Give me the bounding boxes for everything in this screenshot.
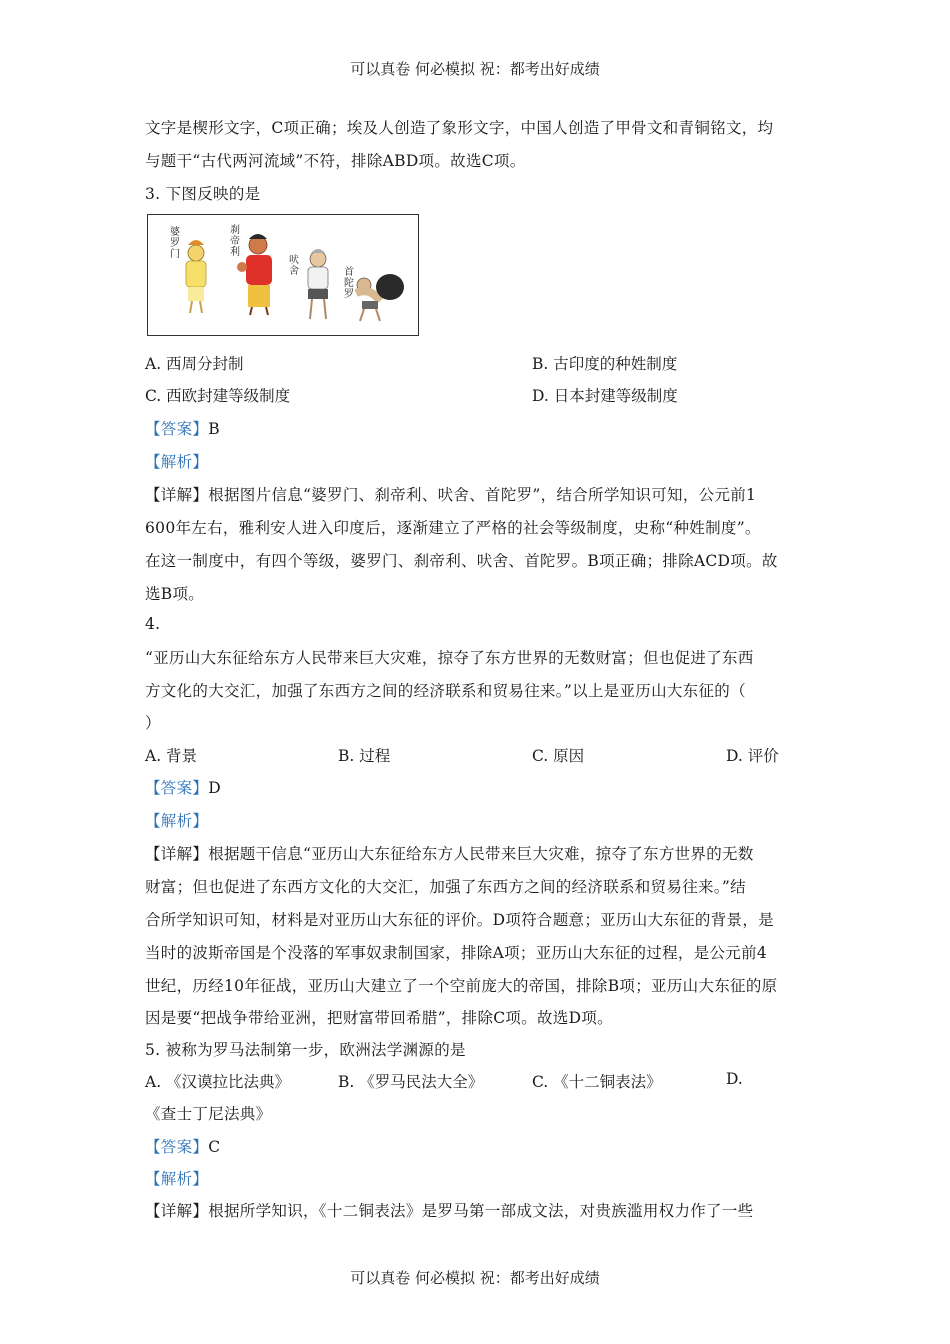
answer-value: D [208, 779, 221, 797]
q4-option-c: C. 原因 [532, 747, 585, 765]
q5-option-d: D. [726, 1070, 743, 1088]
q3-option-a: A. 西周分封制 [145, 355, 244, 373]
q4-answer [145, 776, 221, 798]
q5-option-b: B. 《罗马民法大全》 [338, 1073, 484, 1091]
answer-label: 【答案】 [145, 1138, 209, 1156]
text-line: “亚历山大东征给东方人民带来巨大灾难，掠夺了东方世界的无数财富；但也促进了东西 [145, 649, 754, 667]
q3-answer [145, 417, 220, 439]
caste-figure [147, 214, 419, 336]
answer-value: C [208, 1138, 221, 1156]
q5-option-d-text: 《查士丁尼法典》 [145, 1105, 272, 1123]
brahmin-figure [186, 240, 206, 313]
text-line: 与题干“古代两河流域”不符，排除ABD项。故选C项。 [145, 152, 526, 170]
q5-answer [145, 1135, 220, 1157]
label-shudra: 首陀罗 [344, 267, 354, 300]
text-line: 财富；但也促进了东西方文化的大交汇，加强了东西方之间的经济联系和贸易往来。”结 [145, 878, 746, 896]
caste-illustration [148, 215, 418, 335]
q4-detail [145, 842, 754, 864]
q3-analysis-label: 【解析】 [145, 453, 209, 471]
question-5: 5. 被称为罗马法制第一步，欧洲法学渊源的是 [145, 1041, 466, 1059]
detail-text: 根据图片信息“婆罗门、刹帝利、吠舍、首陀罗”，结合所学知识可知，公元前1 [208, 486, 757, 504]
page-footer: 可以真卷 何必模拟 祝：都考出好成绩 [350, 1269, 600, 1287]
text-line: 当时的波斯帝国是个没落的军事奴隶制国家，排除A项；亚历山大东征的过程，是公元前4 [145, 944, 768, 962]
answer-label: 【答案】 [145, 420, 209, 438]
q4-analysis-label: 【解析】 [145, 812, 209, 830]
text-line: 方文化的大交汇，加强了东西方之间的经济联系和贸易往来。”以上是亚历山大东征的（ [145, 682, 746, 700]
detail-text: 根据题干信息“亚历山大东征给东方人民带来巨大灾难，掠夺了东方世界的无数 [208, 845, 754, 863]
detail-label: 【详解】 [145, 486, 209, 504]
text-line: 文字是楔形文字，C项正确；埃及人创造了象形文字，中国人创造了甲骨文和青铜铭文，均 [145, 119, 774, 137]
text-line: 合所学知识可知，材料是对亚历山大东征的评价。D项符合题意；亚历山大东征的背景，是 [145, 911, 774, 929]
question-4: 4. [145, 615, 161, 633]
q3-detail [145, 483, 756, 505]
q4-option-b: B. 过程 [338, 747, 391, 765]
q3-option-d: D. 日本封建等级制度 [532, 387, 678, 405]
text-line: 因是要“把战争带给亚洲，把财富带回希腊”，排除C项。故选D项。 [145, 1009, 613, 1027]
q3-option-c: C. 西欧封建等级制度 [145, 387, 291, 405]
detail-label: 【详解】 [145, 845, 209, 863]
q4-option-a: A. 背景 [145, 747, 198, 765]
answer-value: B [208, 420, 220, 438]
page-header: 可以真卷 何必模拟 祝：都考出好成绩 [350, 60, 600, 78]
label-brahmin: 婆罗门 [170, 227, 180, 260]
text-line: 世纪，历经10年征战，亚历山大建立了一个空前庞大的帝国，排除B项；亚历山大东征的原 [145, 977, 778, 995]
q3-option-b: B. 古印度的种姓制度 [532, 355, 678, 373]
q5-detail [145, 1199, 753, 1221]
q5-option-c: C. 《十二铜表法》 [532, 1073, 662, 1091]
text-line: ） [145, 714, 161, 732]
text-line: 在这一制度中，有四个等级，婆罗门、刹帝利、吠舍、首陀罗。B项正确；排除ACD项。故 [145, 552, 778, 570]
q5-option-a: A. 《汉谟拉比法典》 [145, 1073, 291, 1091]
text-line: 600年左右，雅利安人进入印度后，逐渐建立了严格的社会等级制度，史称“种姓制度”。 [145, 519, 761, 537]
q4-option-d: D. 评价 [726, 747, 779, 765]
label-kshatriya: 刹帝利 [230, 225, 240, 258]
answer-label: 【答案】 [145, 779, 209, 797]
question-3: 3. 下图反映的是 [145, 185, 261, 203]
vaishya-figure [308, 249, 328, 319]
text-line: 选B项。 [145, 585, 205, 603]
detail-label: 【详解】 [145, 1202, 209, 1220]
shudra-figure [356, 274, 404, 321]
detail-text: 根据所学知识，《十二铜表法》是罗马第一部成文法，对贵族滥用权力作了一些 [208, 1202, 754, 1220]
q5-analysis-label: 【解析】 [145, 1170, 209, 1188]
label-vaishya: 吠舍 [289, 255, 299, 277]
kshatriya-figure [237, 234, 272, 315]
